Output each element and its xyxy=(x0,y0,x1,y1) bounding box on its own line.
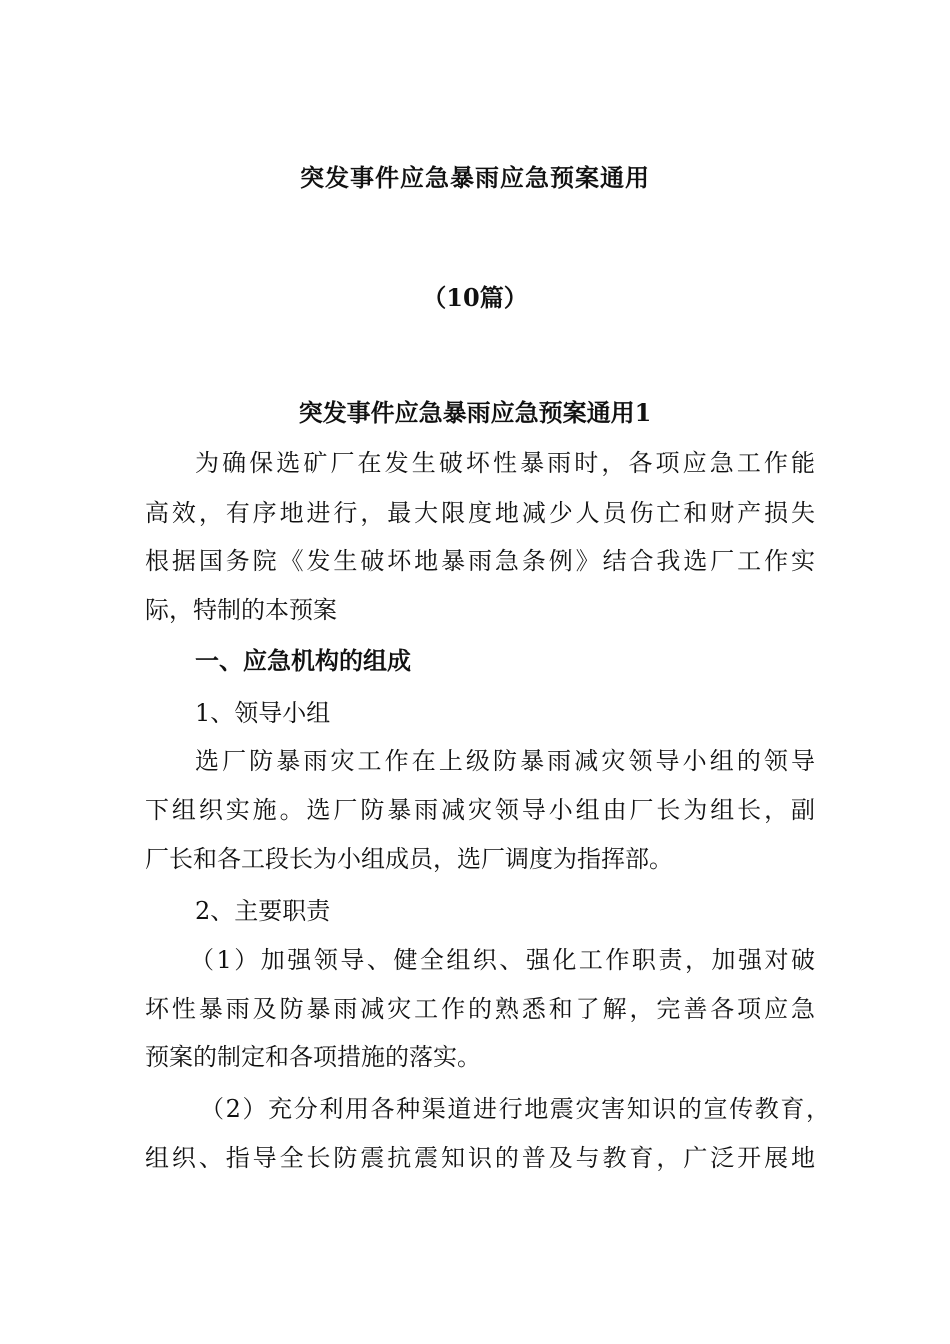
intro-line-2: 高效，有序地进行，最大限度地减少人员伤亡和财产损失 xyxy=(145,499,815,527)
item-main-duties: 2、主要职责 xyxy=(195,897,331,925)
heading-organization: 一、应急机构的组成 xyxy=(195,646,411,675)
intro-line-1: 为确保选矿厂在发生破坏性暴雨时，各项应急工作能 xyxy=(195,449,815,477)
leadership-line-3: 厂长和各工段长为小组成员，选厂调度为指挥部。 xyxy=(145,845,673,873)
intro-line-3: 根据国务院《发生破坏地暴雨急条例》结合我选厂工作实 xyxy=(145,547,815,575)
item-leadership-group: 1、领导小组 xyxy=(195,699,331,727)
duty-1-line-2: 坏性暴雨及防暴雨减灾工作的熟悉和了解，完善各项应急 xyxy=(145,995,815,1023)
leadership-line-2: 下组织实施。选厂防暴雨减灾领导小组由厂长为组长，副 xyxy=(145,796,815,824)
duty-2-line-2: 组织、指导全长防震抗震知识的普及与教育，广泛开展地 xyxy=(145,1144,815,1172)
intro-line-4: 际，特制的本预案 xyxy=(145,596,337,624)
duty-2-line-1: （2）充分利用各种渠道进行地震灾害知识的宣传教育， xyxy=(200,1095,830,1123)
leadership-line-1: 选厂防暴雨灾工作在上级防暴雨减灾领导小组的领导 xyxy=(195,747,815,775)
document-subtitle: （10篇） xyxy=(422,283,528,312)
duty-1-line-1: （1）加强领导、健全组织、强化工作职责，加强对破 xyxy=(190,946,815,974)
section-title: 突发事件应急暴雨应急预案通用1 xyxy=(298,398,652,427)
duty-1-line-3: 预案的制定和各项措施的落实。 xyxy=(145,1043,481,1071)
document-title: 突发事件应急暴雨应急预案通用 xyxy=(300,163,650,192)
